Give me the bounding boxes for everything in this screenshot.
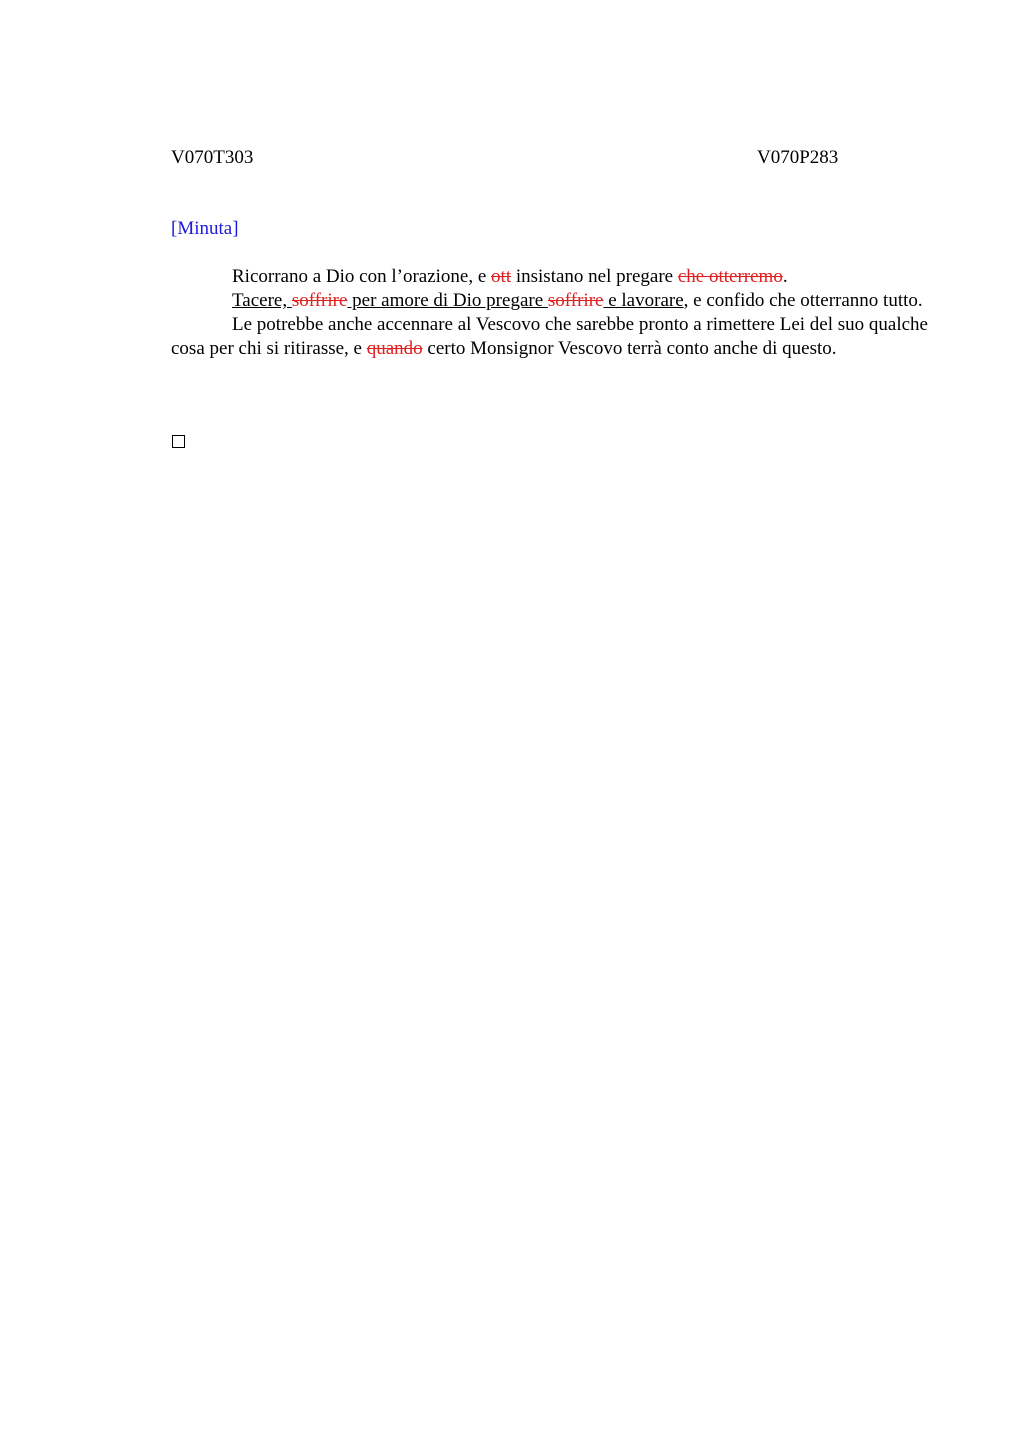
deleted-text: soffrire — [291, 290, 348, 311]
deleted-text: soffrire — [547, 290, 604, 311]
document-reference-left: V070T303 — [171, 147, 254, 168]
paragraph — [171, 265, 931, 289]
text-segment: , e confido che otterranno tutto. — [683, 290, 923, 311]
deleted-text: quando — [366, 338, 423, 359]
text-segment: Le potrebbe anche accennare al Vescovo che sarebbe pronto a rimettere Lei del suo qualche cosa per chi si ritirasse, e — [171, 314, 928, 359]
paragraph — [171, 289, 931, 313]
document-body — [171, 265, 931, 361]
underlined-text: e lavorare — [603, 290, 684, 311]
text-segment: Ricorrano a Dio con l’orazione, e — [232, 266, 492, 287]
text-segment: . — [782, 266, 788, 287]
text-segment: certo Monsignor Vescovo terrà conto anche di questo. — [422, 338, 837, 359]
underlined-text: Tacere, — [232, 290, 292, 311]
empty-square-icon — [172, 435, 185, 448]
paragraph — [171, 313, 931, 361]
deleted-text: che otterremo — [677, 266, 783, 287]
document-reference-right: V070P283 — [757, 147, 839, 168]
deleted-text: ott — [491, 266, 512, 287]
document-heading: [Minuta] — [171, 218, 239, 239]
text-segment: insistano nel pregare — [511, 266, 678, 287]
underlined-text: per amore di Dio pregare — [347, 290, 548, 311]
